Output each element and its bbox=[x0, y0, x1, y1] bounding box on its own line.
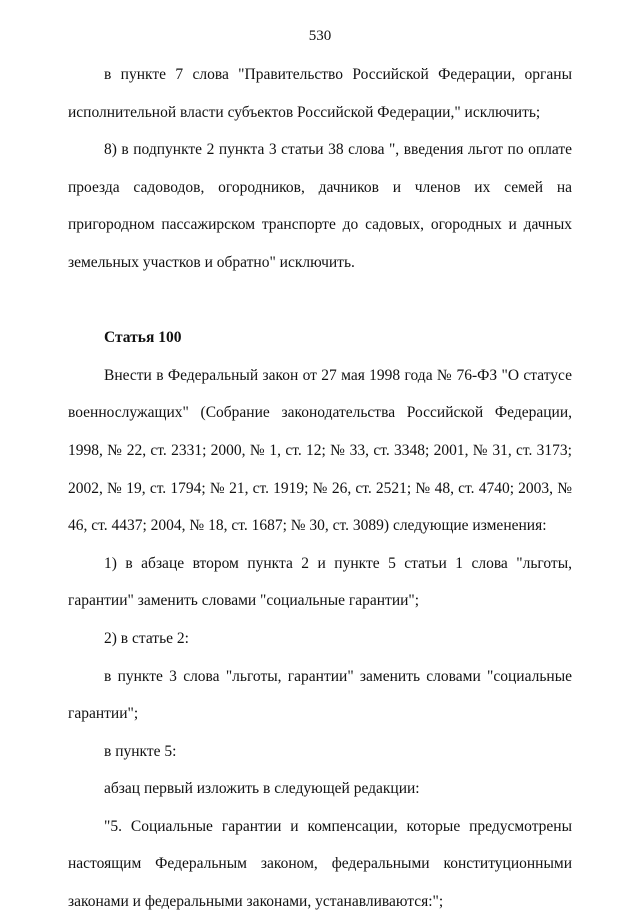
paragraph-first-abzac: абзац первый изложить в следующей редакции: bbox=[104, 780, 420, 798]
paragraph-clause-5: в пункте 5: bbox=[104, 742, 177, 760]
page-number: 530 bbox=[308, 28, 332, 44]
paragraph-item-2: 2) в статье 2: bbox=[104, 629, 189, 647]
paragraph-item-1: 1) в абзаце втором пункта 2 и пункте 5 статьи 1 слова "льготы, гарантии" заменить словами "социальные гарантии"; bbox=[68, 554, 572, 610]
article-heading: Статья 100 bbox=[104, 329, 182, 347]
paragraph-article-intro: Внести в Федеральный закон от 27 мая 1998 года № 76-ФЗ "О статусе военнослужащих" (Собрание законодательства Российской Федерации, 1998, № 22, ст. 2331; 2000, № 1, ст. 12; № 33, ст. 3348; 2001, № 31, ст. 3173; 2002, № 19, ст. 1794; № 21, ст. 1919; № 26, ст. 2521; № 48, ст. 4740; 2003, № 46, ст. 4437; 2004, № 18, ст. 1687; № 30, ст. 3089) следующие изменения: bbox=[68, 366, 572, 535]
paragraph-quoted-text: "5. Социальные гарантии и компенсации, которые предусмотрены настоящим Федеральным законом, федеральными конституционными законами и федеральными законами, устанавливаются:"; bbox=[68, 817, 572, 911]
document-body bbox=[68, 56, 572, 921]
paragraph-clause-7: в пункте 7 слова "Правительство Российской Федерации, органы исполнительной власти субъектов Российской Федерации," исключить; bbox=[68, 66, 572, 121]
paragraph-item-8: 8) в подпункте 2 пункта 3 статьи 38 слова ", введения льгот по оплате проезда садоводов, огородников, дачников и членов их семей на пригородном пассажирском транспорте до садовых, огородных и дачных земельных участков и обратно" исключить. bbox=[68, 141, 572, 271]
paragraph-clause-3: в пункте 3 слова "льготы, гарантии" заменить словами "социальные гарантии"; bbox=[68, 667, 572, 723]
section-gap bbox=[68, 282, 572, 320]
